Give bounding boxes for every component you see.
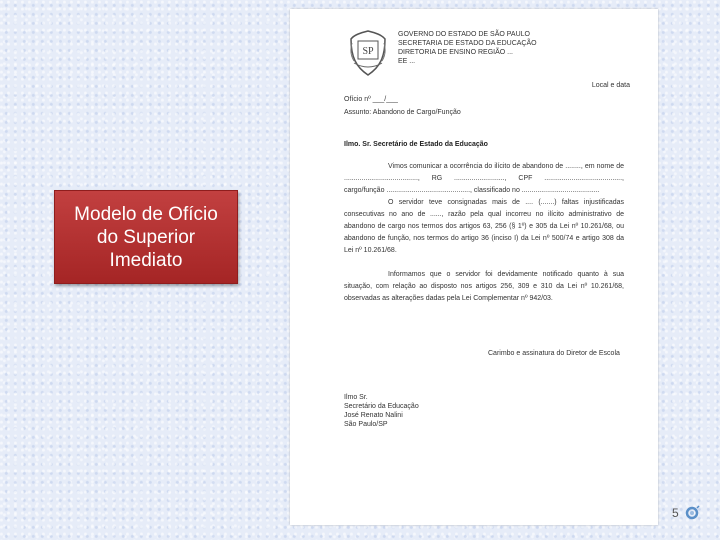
salutation: Ilmo. Sr. Secretário de Estado da Educação	[344, 141, 488, 148]
recipient-line-1: Ilmo Sr.	[344, 394, 368, 401]
header-line-4: EE ...	[398, 58, 416, 65]
header-line-3: DIRETORIA DE ENSINO REGIÃO ...	[398, 49, 514, 56]
page-number: 5	[672, 506, 679, 520]
signature-line: Carimbo e assinatura do Diretor de Escola	[488, 350, 620, 357]
header-line-1: GOVERNO DO ESTADO DE SÃO PAULO	[398, 31, 530, 38]
slide-title-box	[54, 190, 238, 284]
paragraph-2: O servidor teve consignadas mais de .... (.......) faltas injustificadas consecutivas no ano de ......, razão pela qual incorreu no ilícito administrativo de abandono de cargo nos termos dos artigos 63, 256 (§ 1º) e 305 da Lei nº 10.261/68, ou abandono de função, nos termos do artigo 36 (inciso I) da Lei nº 500/74 e artigo 308 da Lei nº 10.261/68.	[344, 199, 624, 254]
recipient-line-4: São Paulo/SP	[344, 421, 388, 428]
slide-title: Modelo de Ofício do Superior Imediato	[74, 203, 218, 271]
recipient-line-3: José Renato Nalini	[344, 412, 403, 419]
logo-icon	[684, 505, 700, 521]
recipient-line-2: Secretário da Educação	[344, 403, 419, 410]
place-date: Local e data	[591, 82, 630, 89]
coat-of-arms-icon	[348, 29, 388, 77]
header-line-2: SECRETARIA DE ESTADO DA EDUCAÇÃO	[398, 40, 537, 47]
letter-document	[290, 9, 658, 525]
svg-text:SP: SP	[362, 46, 374, 57]
subject-line: Assunto: Abandono de Cargo/Função	[344, 109, 461, 116]
paragraph-3: Informamos que o servidor foi devidamente notificado quanto à sua situação, com relação ao disposto nos artigos 256, 309 e 310 da Lei nº 10.261/68, observadas as alterações dadas pela Lei Complementar nº 942/03.	[344, 271, 624, 302]
oficio-number: Ofício nº ___/___	[344, 96, 398, 103]
paragraph-1: Vimos comunicar a ocorrência do ilícito de abandono de ........, em nome de ......................................, RG .........................., CPF ........................................, cargo/função ..........................................., classificado no ........................................	[344, 163, 624, 194]
